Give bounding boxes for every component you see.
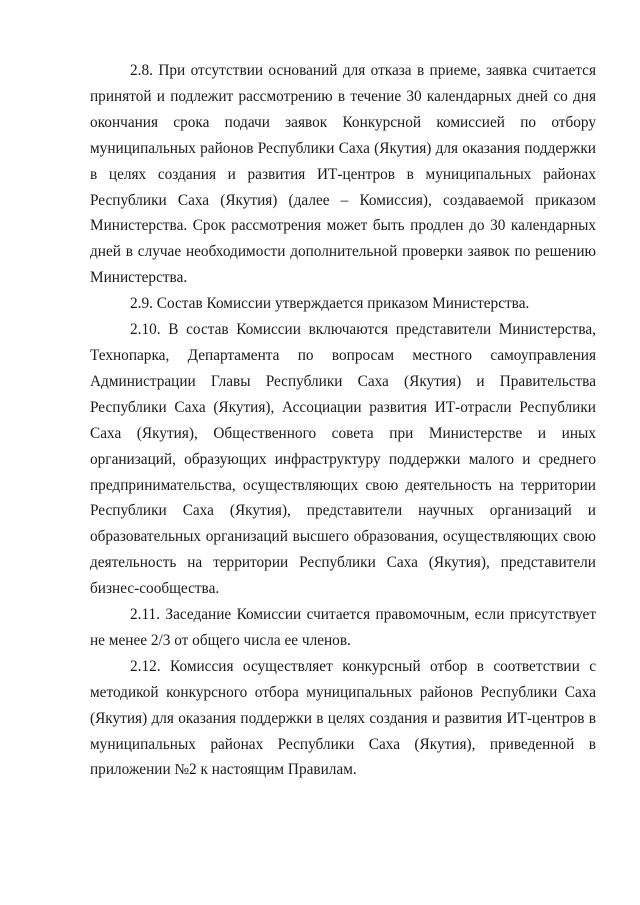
paragraph-2-9: 2.9. Состав Комиссии утверждается приказом Министерства. [130,295,530,313]
paragraph-2-12: 2.12. Комиссия осуществляет конкурсный отбор в соответствии с методикой конкурсного отбора муниципальных районов Республики Саха (Якутия) для оказания поддержки в целях создания и развития ИТ-центров в муниципальных районах Республики Саха (Якутия), приведенной в приложении №2 к настоящим Правилам. [90,657,596,779]
paragraph-2-8: 2.8. При отсутствии оснований для отказа в приеме, заявка считается принятой и подлежит рассмотрению в течение 30 календарных дней со дня окончания срока подачи заявок Конкурсной комиссией по отбору муниципальных районов Республики Саха (Якутия) для оказания поддержки в целях создания и развития ИТ-центров в муниципальных районах Республики Саха (Якутия) (далее – Комиссия), создаваемой приказом Министерства. Срок рассмотрения может быть продлен до 30 календарных дней в случае необходимости дополнительной проверки заявок по решению Министерства. [90,62,596,287]
paragraph-2-11: 2.11. Заседание Комиссии считается правомочным, если присутствует не менее 2/3 от общего числа ее членов. [90,606,596,649]
paragraph-2-10: 2.10. В состав Комиссии включаются представители Министерства, Технопарка, Департамента по вопросам местного самоуправления Администрации Главы Республики Саха (Якутия) и Правительства Республики Саха (Якутия), Ассоциации развития ИТ-отрасли Республики Саха (Якутия), Общественного совета при Министерстве и иных организаций, образующих инфраструктуру поддержки малого и среднего предпринимательства, осуществляющих свою деятельность на территории Республики Саха (Якутия), представители научных организаций и образовательных организаций высшего образования, осуществляющих свою деятельность на территории Республики Саха (Якутия), представители бизнес-сообщества. [90,321,596,598]
